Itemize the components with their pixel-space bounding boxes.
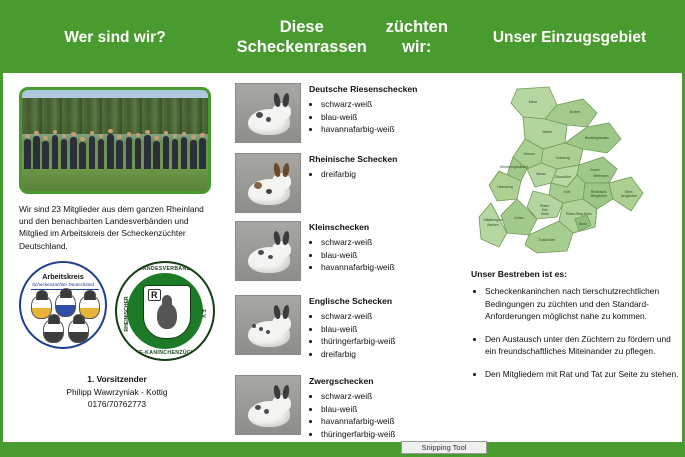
breed-color: • havannafarbig-weiß [321,123,449,136]
svg-text:Mettmann: Mettmann [593,174,609,178]
logo-lv-bottom: RASSE-KANINCHENZÜCHTER [123,350,207,356]
svg-text:Aachen: Aachen [487,223,499,227]
goals-title: Unser Bestreben ist es: [471,269,567,279]
svg-text:Städteregion: Städteregion [483,218,503,222]
breed-color: • havannafarbig-weiß [321,415,449,428]
goal-item: • Scheckenkaninchen nach tierschutzrechtlichen Bedingungen zu züchten und den Standard-Anforderungen möglichst nahe zu kommen. [485,285,681,323]
rabbit-icon [68,319,89,343]
breed-info [309,221,449,281]
logo-lv-left: RHEINISCHER [124,296,130,332]
breed-photo [235,153,301,213]
svg-text:Ober-: Ober- [624,190,634,194]
left-column [3,73,227,457]
svg-text:Düsseldorf: Düsseldorf [554,175,572,179]
svg-text:Kleve: Kleve [528,100,538,104]
svg-text:Mönchengladbach: Mönchengladbach [500,165,528,169]
svg-text:Neuss: Neuss [536,172,546,176]
logo-landesverband-text [117,263,213,359]
goals-list [471,285,681,391]
breed-name: Zwergschecken [309,376,374,386]
svg-text:Kreis: Kreis [541,212,549,216]
intro-text: Wir sind 23 Mitglieder aus dem ganzen Rheinland und den benachbarten Landesverbänden und Mitglied im Arbeitskreis der Scheckenzüchter Deutschland. [19,204,204,251]
svg-text:Euskirchen: Euskirchen [538,238,556,242]
photo-people-row [22,128,208,168]
svg-text:Köln: Köln [563,190,571,194]
breed-photo [235,295,301,355]
footer-bar [3,442,682,454]
svg-text:Duisburg: Duisburg [556,156,570,160]
svg-text:Rhein-: Rhein- [540,204,550,208]
breed-color: • blau-weiß [321,111,449,124]
breed-info [309,153,449,213]
snipping-tool-button[interactable]: Snipping Tool [401,441,487,454]
contact-phone: 0176/70762773 [87,399,147,410]
group-photo [19,87,211,194]
breed-info [309,295,449,360]
breed-photo [235,83,301,143]
svg-text:bergischer: bergischer [621,194,637,198]
logo-landesverband [115,261,215,361]
area-column [457,73,682,457]
breed-item [235,83,449,143]
breed-color: • blau-weiß [321,249,449,262]
contact-block [19,373,215,411]
logo-lv-right: E.V. [200,309,206,319]
breed-name: Kleinschecken [309,222,370,232]
breed-item [235,295,449,360]
breed-color: • dreifarbig [321,168,449,181]
breed-color-list [309,168,449,181]
breed-color-list [309,98,449,136]
svg-text:Bonn: Bonn [579,222,587,226]
logo-landesverband-mark: R [148,289,161,301]
goal-item: • Den Mitgliedern mit Rat und Tat zur Seite zu stehen. [485,368,681,381]
svg-text:Borken: Borken [569,110,581,114]
contact-role: 1. Vorsitzender [87,374,147,384]
svg-text:Heinsberg: Heinsberg [497,185,513,189]
breed-color: • schwarz-weiß [321,98,449,111]
breed-color: • thüringerfarbig-weiß [321,428,449,441]
rabbit-icon [43,319,64,343]
contact-name: Philipp Wawrzyniak - Kottig [66,386,168,397]
breed-color: • thüringerfarbig-weiß [321,335,449,348]
breed-color-list [309,310,449,360]
breed-item [235,153,449,213]
svg-text:Rhein-Sieg-Kreis: Rhein-Sieg-Kreis [566,212,592,216]
breed-color: • schwarz-weiß [321,390,449,403]
breed-name: Rheinische Schecken [309,154,398,164]
breed-color: • schwarz-weiß [321,310,449,323]
header-title-breeds [227,18,457,58]
svg-text:Rheinisch-: Rheinisch- [590,190,608,194]
breed-photo [235,375,301,435]
breed-color: • blau-weiß [321,403,449,416]
header-title-area: Unser Einzugsgebiet [492,28,647,46]
svg-text:Viersen: Viersen [523,152,535,156]
svg-text:Wesel: Wesel [542,130,552,134]
logo-lv-top: LANDESVERBAND [139,266,191,272]
svg-text:Düren: Düren [514,216,524,220]
breeds-column [227,73,457,457]
breed-color: • dreifarbig [321,348,449,361]
breed-item [235,221,449,281]
breed-color: • schwarz-weiß [321,236,449,249]
header-title-who: Wer sind wir? [64,28,166,46]
logo-arbeitskreis-rabbits [21,293,105,347]
logo-arbeitskreis-title: Arbeitskreis [42,272,84,281]
svg-text:Erft-: Erft- [541,208,549,212]
logo-arbeitskreis [19,261,107,349]
header-bar [3,3,682,73]
logo-arbeitskreis-subtitle: Scheckenzüchter Deutschland [31,282,95,287]
goal-item: • Den Austausch unter den Züchtern zu fördern und ein freundschaftliches Miteinander zu pflegen. [485,333,681,358]
svg-text:Essen: Essen [590,168,600,172]
breed-name: Deutsche Riesenschecken [309,84,418,94]
header-title-breeds-line1: Diese Scheckenrassen [236,18,367,56]
breed-name: Englische Schecken [309,296,393,306]
rabbit-icon [55,293,76,317]
breed-color-list [309,236,449,274]
svg-text:Bergischer: Bergischer [590,194,608,198]
region-map [471,83,667,261]
breed-info [309,83,449,143]
breed-color: • havannafarbig-weiß [321,261,449,274]
header-title-breeds-line2: züchten wir: [385,18,448,56]
breed-photo [235,221,301,281]
svg-text:Recklinghausen: Recklinghausen [584,136,610,140]
breed-color: • blau-weiß [321,323,449,336]
